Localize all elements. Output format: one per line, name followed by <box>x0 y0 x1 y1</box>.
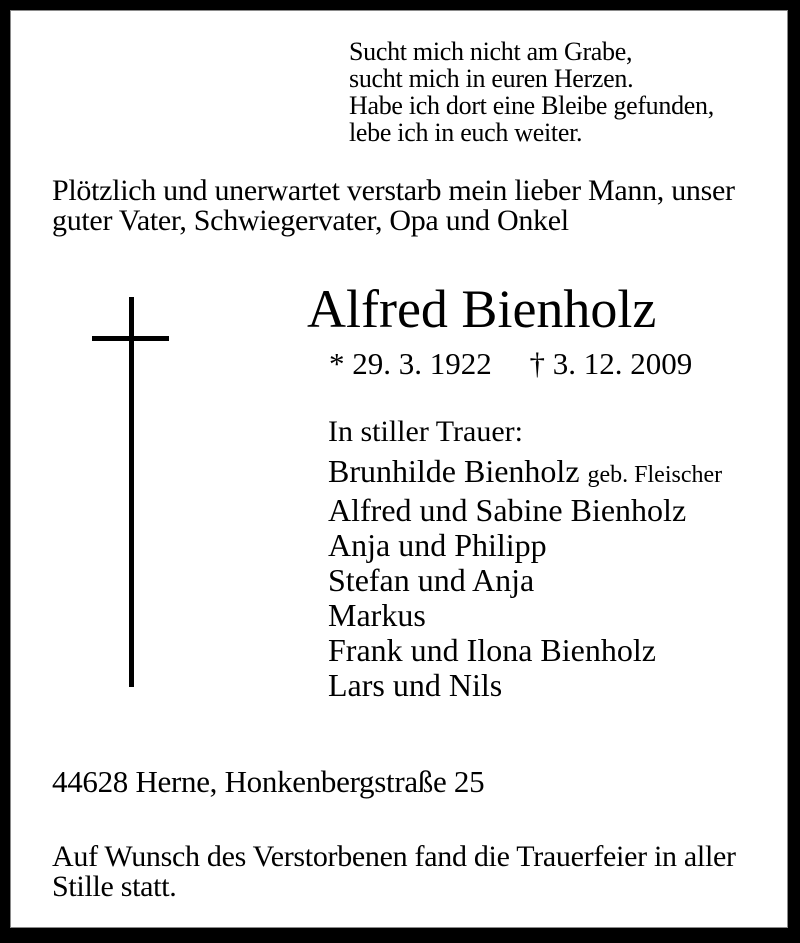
death-date: † 3. 12. 2009 <box>529 346 693 381</box>
obituary-card <box>10 10 788 928</box>
cross-horizontal-bar <box>92 336 169 341</box>
family-member <box>328 563 722 598</box>
family-member <box>328 454 722 493</box>
cross-vertical-bar <box>129 297 134 687</box>
closing-line: Stille statt. <box>52 870 177 903</box>
family-member <box>328 633 722 668</box>
life-dates <box>329 348 692 379</box>
family-member-name: Lars und Nils <box>328 667 503 703</box>
verse-line: sucht mich in euren Herzen. <box>349 64 634 93</box>
closing-note <box>52 842 736 902</box>
family-member-maiden-name: geb. Fleischer <box>587 462 723 488</box>
family-member <box>328 668 722 703</box>
family-member-name: Frank und Ilona Bienholz <box>328 632 656 668</box>
family-member-name: Brunhilde Bienholz <box>328 453 580 489</box>
verse-line: lebe ich in euch weiter. <box>349 118 583 147</box>
intro-line: Plötzlich und unerwartet verstarb mein lieber Mann, unser <box>52 174 735 207</box>
address-line: 44628 Herne, Honkenbergstraße 25 <box>52 764 485 799</box>
verse-line: Sucht mich nicht am Grabe, <box>349 37 633 66</box>
mourning-label: In stiller Trauer: <box>328 415 523 448</box>
family-member-name: Markus <box>328 597 426 633</box>
family-member-name: Stefan und Anja <box>328 562 535 598</box>
family-member <box>328 528 722 563</box>
verse-line: Habe ich dort eine Bleibe gefunden, <box>349 91 714 120</box>
family-list <box>328 454 722 703</box>
obituary-intro <box>52 176 735 236</box>
family-member <box>328 598 722 633</box>
birth-date: * 29. 3. 1922 <box>329 346 492 381</box>
closing-line: Auf Wunsch des Verstorbenen fand die Trauerfeier in aller <box>52 840 736 873</box>
deceased-name: Alfred Bienholz <box>307 279 657 339</box>
intro-line: guter Vater, Schwiegervater, Opa und Onkel <box>52 204 569 237</box>
family-member-name: Anja und Philipp <box>328 527 547 563</box>
memorial-verse <box>349 38 714 146</box>
family-member <box>328 493 722 528</box>
family-member-name: Alfred und Sabine Bienholz <box>328 492 687 528</box>
